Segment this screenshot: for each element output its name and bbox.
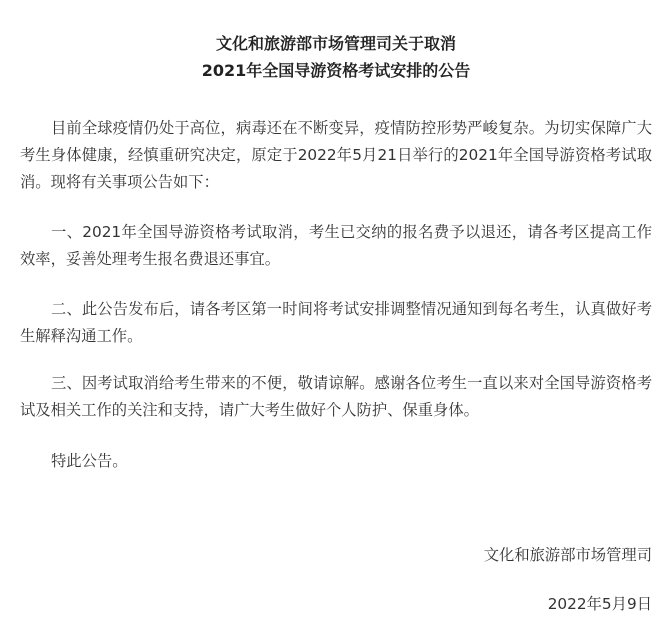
document-title-line-2: 2021年全国导游资格考试安排的公告 xyxy=(201,61,471,80)
paragraph-intro: 目前全球疫情仍处于高位，病毒还在不断变异，疫情防控形势严峻复杂。为切实保障广大考生身体健康，经慎重研究决定，原定于2022年5月21日举行的2021年全国导游资格考试取消。现将有关事项公告如下： xyxy=(20,119,652,191)
paragraph-item-3: 三、因考试取消给考生带来的不便，敬请谅解。感谢各位考生一直以来对全国导游资格考试及相关工作的关注和支持，请广大考生做好个人防护、保重身体。 xyxy=(20,374,652,419)
signature-organization: 文化和旅游部市场管理司 xyxy=(483,546,652,564)
document-title-line-1: 文化和旅游部市场管理司关于取消 xyxy=(215,34,456,53)
signature-date: 2022年5月9日 xyxy=(547,595,652,613)
paragraph-closing: 特此公告。 xyxy=(51,452,128,470)
paragraph-item-1: 一、2021年全国导游资格考试取消，考生已交纳的报名费予以退还，请各考区提高工作效率，妥善处理考生报名费退还事宜。 xyxy=(20,223,652,268)
paragraph-item-2: 二、此公告发布后，请各考区第一时间将考试安排调整情况通知到每名考生，认真做好考生解释沟通工作。 xyxy=(20,300,652,345)
